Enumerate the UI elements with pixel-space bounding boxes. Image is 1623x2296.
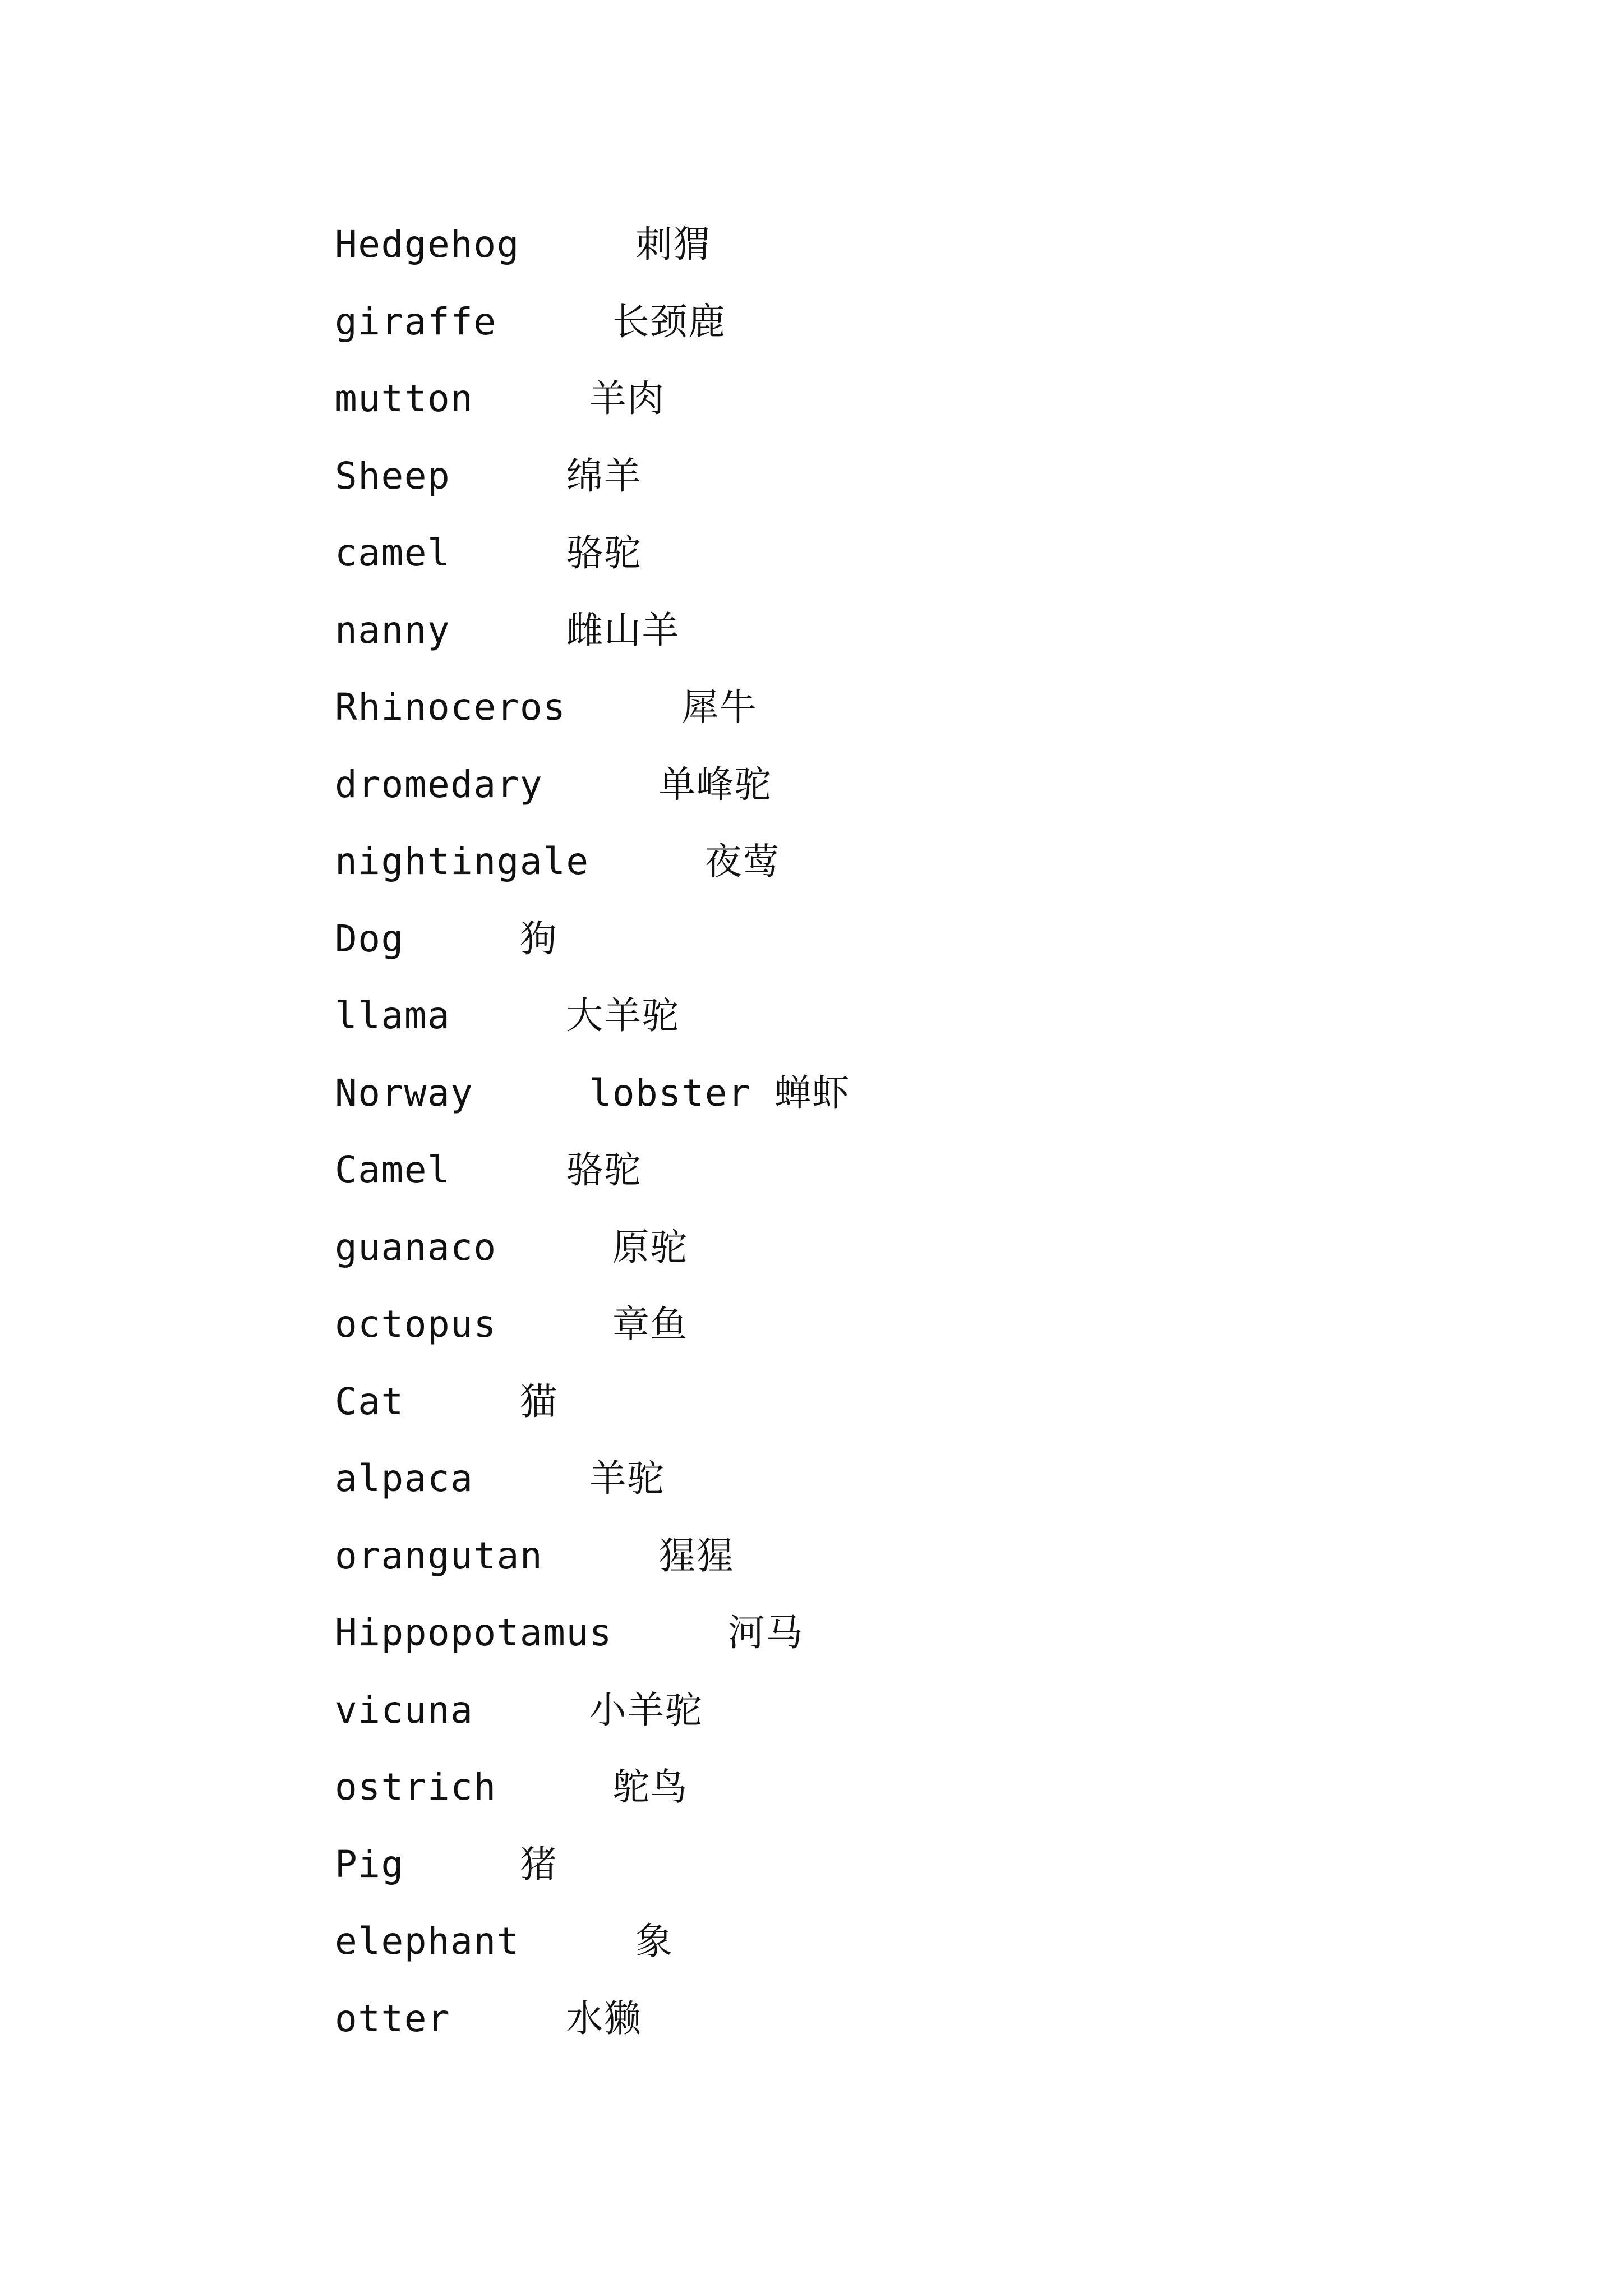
list-item bbox=[335, 1909, 850, 1986]
entry-text: camel 骆驼 bbox=[335, 531, 642, 574]
list-item bbox=[335, 1369, 850, 1447]
list-item bbox=[335, 521, 850, 598]
list-item bbox=[335, 1138, 850, 1215]
entry-text: nightingale 夜莺 bbox=[335, 840, 781, 883]
entry-text: elephant 象 bbox=[335, 1920, 674, 1963]
entry-text: Rhinoceros 犀牛 bbox=[335, 685, 758, 729]
list-item bbox=[335, 1524, 850, 1601]
entry-text: octopus 章鱼 bbox=[335, 1303, 688, 1346]
list-item bbox=[335, 752, 850, 830]
list-item bbox=[335, 366, 850, 444]
list-item bbox=[335, 1061, 850, 1138]
entry-text: Dog 狗 bbox=[335, 917, 558, 960]
entry-text: Hedgehog 刺猬 bbox=[335, 223, 712, 266]
list-item bbox=[335, 1446, 850, 1524]
list-item bbox=[335, 212, 850, 289]
entry-text: nanny 雌山羊 bbox=[335, 608, 680, 652]
list-item bbox=[335, 675, 850, 752]
entry-text: dromedary 单峰驼 bbox=[335, 762, 772, 806]
entry-text: giraffe 长颈鹿 bbox=[335, 300, 726, 343]
entry-text: Camel 骆驼 bbox=[335, 1148, 642, 1191]
entry-text: Sheep 绵羊 bbox=[335, 454, 642, 498]
entry-text: Pig 猪 bbox=[335, 1842, 558, 1886]
list-item bbox=[335, 444, 850, 521]
list-item bbox=[335, 598, 850, 675]
list-item bbox=[335, 289, 850, 367]
list-item bbox=[335, 907, 850, 984]
list-item bbox=[335, 1292, 850, 1369]
entry-text: mutton 羊肉 bbox=[335, 377, 665, 420]
entry-text: Hippopotamus 河马 bbox=[335, 1611, 804, 1654]
entry-text: guanaco 原驼 bbox=[335, 1225, 688, 1269]
entry-text: alpaca 羊驼 bbox=[335, 1457, 665, 1500]
entry-text: orangutan 猩猩 bbox=[335, 1534, 735, 1577]
entry-text: Cat 猫 bbox=[335, 1379, 558, 1423]
list-item bbox=[335, 1215, 850, 1292]
vocabulary-list bbox=[335, 212, 850, 2063]
entry-text: Norway lobster 蝉虾 bbox=[335, 1071, 850, 1115]
entry-text: ostrich 鸵鸟 bbox=[335, 1765, 688, 1809]
list-item bbox=[335, 1678, 850, 1755]
entry-text: llama 大羊驼 bbox=[335, 994, 680, 1037]
entry-text: vicuna 小羊驼 bbox=[335, 1688, 703, 1732]
list-item bbox=[335, 1986, 850, 2064]
list-item bbox=[335, 1755, 850, 1832]
entry-text: otter 水獭 bbox=[335, 1996, 642, 2040]
list-item bbox=[335, 829, 850, 907]
list-item bbox=[335, 1600, 850, 1678]
list-item bbox=[335, 1832, 850, 1910]
list-item bbox=[335, 983, 850, 1061]
